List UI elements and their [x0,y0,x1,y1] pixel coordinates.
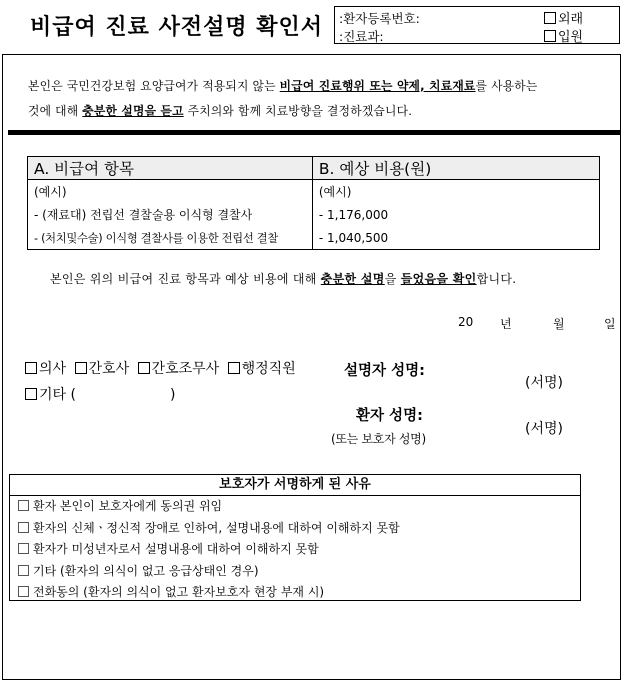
item-cell: - (처치및수술) 이식형 결찰사를 이용한 전립선 결찰 [28,226,313,250]
reason-label: 환자가 미성년자로서 설명내용에 대하여 이해하지 못함 [33,542,319,556]
role-admin-option[interactable] [228,361,296,377]
non-covered-items-table [27,156,600,250]
guardian-note: (또는 보호자 성명) [331,432,426,446]
cost-cell: (예시) [312,180,599,204]
list-item[interactable] [10,518,580,540]
reason-checkbox[interactable] [18,522,29,533]
item-cell: - (재료대) 전립선 결찰술용 이식형 결찰사 [28,203,313,226]
intro-emphasis-2: 충분한 설명을 듣고 [82,104,184,118]
inpatient-checkbox[interactable] [544,30,556,42]
intro-text-2: 를 사용하는 [475,79,538,93]
date-day-unit: 일 [604,317,616,331]
confirm-emphasis-2: 들었음을 확인 [400,272,477,286]
intro-text-3: 것에 대해 [28,104,83,118]
role-checkbox[interactable] [25,362,37,374]
reason-checkbox[interactable] [18,565,29,576]
patient-info-box [334,6,620,44]
reason-label: 환자의 신체ㆍ정신적 장애로 인하여, 설명내용에 대하여 이해하지 못함 [33,520,400,535]
page-title: 비급여 진료 사전설명 확인서 [30,15,324,40]
role-label: 간호사 [88,361,130,377]
reason-label: 환자 본인이 보호자에게 동의권 위임 [33,499,223,513]
reason-checkbox[interactable] [18,543,29,554]
role-other-close: ) [169,387,176,403]
explainer-name-label: 설명자 성명: [344,363,425,379]
list-item[interactable] [10,539,580,561]
reason-label: 전화동의 (환자의 의식이 없고 환자보호자 현장 부재 시) [33,585,325,599]
reason-checkbox[interactable] [18,586,29,597]
cost-cell: - 1,040,500 [312,226,599,250]
guardian-reason-title: 보호자가 서명하게 된 사유 [10,475,580,496]
role-label: 행정직원 [241,361,296,377]
role-checkbox[interactable] [138,362,150,374]
confirm-emphasis-1: 충분한 설명 [320,272,385,286]
column-header-items: A. 비급여 항목 [28,157,313,180]
patient-name-label: 환자 성명: [356,408,423,424]
role-label: 간호조무사 [151,361,220,377]
outpatient-option[interactable] [544,8,583,27]
list-item[interactable] [10,582,580,604]
confirm-text-3: 합니다. [476,272,517,286]
role-checkbox[interactable] [228,362,240,374]
role-nurse-option[interactable] [75,361,130,377]
inpatient-option[interactable] [544,26,583,45]
section-divider [8,130,621,135]
reason-label: 기타 (환자의 의식이 없고 응급상태인 경우) [33,563,259,578]
table-header-row [28,157,600,180]
role-checkbox[interactable] [75,362,87,374]
role-nurse-aide-option[interactable] [138,361,220,377]
reason-checkbox[interactable] [18,500,29,511]
department-label: :진료과: [339,29,384,44]
intro-emphasis-1: 비급여 진료행위 또는 약제, 치료재료 [279,79,476,93]
confirm-text-2: 을 [384,272,401,286]
role-other-label: 기타 ( [39,387,76,403]
list-item[interactable] [10,561,580,583]
cost-cell: - 1,176,000 [312,203,599,226]
item-cell: (예시) [28,180,313,204]
outpatient-label: 외래 [558,12,584,27]
outpatient-checkbox[interactable] [544,12,556,24]
table-row [28,226,600,250]
role-checkbox[interactable] [25,388,37,400]
date-year[interactable]: 20 [458,315,474,329]
confirm-text-1: 본인은 위의 비급여 진료 항목과 예상 비용에 대해 [50,272,321,286]
explainer-signature[interactable]: (서명) [525,375,563,391]
explainer-role-options [25,358,296,378]
intro-paragraph [28,74,618,124]
table-row [28,180,600,204]
patient-signature[interactable]: (서명) [525,421,563,437]
role-other-option[interactable] [25,384,175,404]
inpatient-label: 입원 [558,30,584,45]
date-year-unit: 년 [500,317,512,331]
table-row [28,203,600,226]
role-doctor-option[interactable] [25,361,66,377]
intro-text-4: 주치의와 함께 치료방향을 결정하겠습니다. [183,104,413,118]
column-header-cost: B. 예상 비용(원) [312,157,599,180]
role-label: 의사 [39,361,67,377]
list-item[interactable] [10,496,580,518]
guardian-reason-box [9,474,581,601]
confirmation-statement [50,270,516,287]
date-month-unit: 월 [553,317,565,331]
patient-number-label: :환자등록번호: [339,11,420,26]
intro-text-1: 본인은 국민건강보험 요양급여가 적용되지 않는 [28,79,280,93]
